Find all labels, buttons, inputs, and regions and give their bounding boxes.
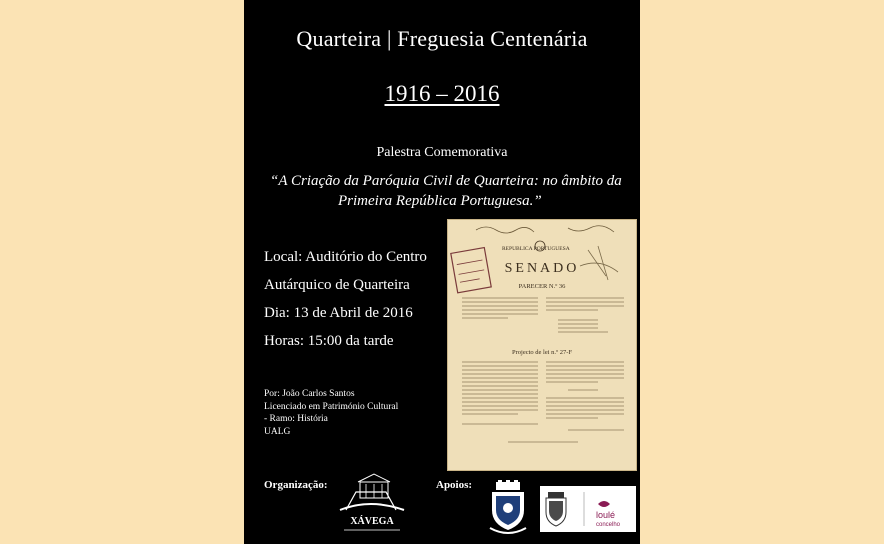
historical-document-image [448, 220, 636, 470]
concelho-logo-text: concelho [596, 522, 621, 528]
speaker-credits [264, 388, 398, 438]
xavega-logo-text: XÁVEGA [350, 516, 394, 527]
credit-line: UALG [264, 426, 291, 437]
loule-logo-text: loulé [596, 510, 616, 520]
document-senado: SENADO [504, 261, 580, 276]
organization-label: Organização: [264, 479, 328, 491]
supporters-label: Apoios: [436, 479, 473, 491]
lecture-quote-line1: “A Criação da Paróquia Civil de Quarteira: no âmbito da [270, 173, 622, 189]
credit-line: - Ramo: História [264, 414, 328, 424]
document-parecer: PARECER N.º 36 [518, 283, 566, 290]
lecture-quote-line2: Primeira República Portuguesa.” [338, 193, 542, 209]
event-poster [244, 0, 640, 544]
loule-concelho-logo [540, 486, 636, 532]
xavega-logo [336, 470, 408, 536]
credit-line: Por: João Carlos Santos [264, 389, 355, 399]
poster-title: Quarteira | Freguesia Centenária [296, 26, 588, 51]
quarteira-coat-of-arms-icon [484, 480, 532, 536]
location-line2: Autárquico de Quarteira [264, 277, 410, 293]
document-projeto: Projecto de lei n.º 27-F [512, 349, 572, 356]
document-header: REPUBLICA PORTUGUESA [502, 246, 570, 252]
poster-years: 1916 – 2016 [384, 81, 500, 106]
event-date: Dia: 13 de Abril de 2016 [264, 305, 413, 321]
credit-line: Licenciado em Património Cultural [264, 401, 399, 412]
location-line1: Local: Auditório do Centro [264, 249, 427, 265]
event-time: Horas: 15:00 da tarde [264, 333, 394, 349]
lecture-subtitle: Palestra Comemorativa [376, 145, 508, 160]
